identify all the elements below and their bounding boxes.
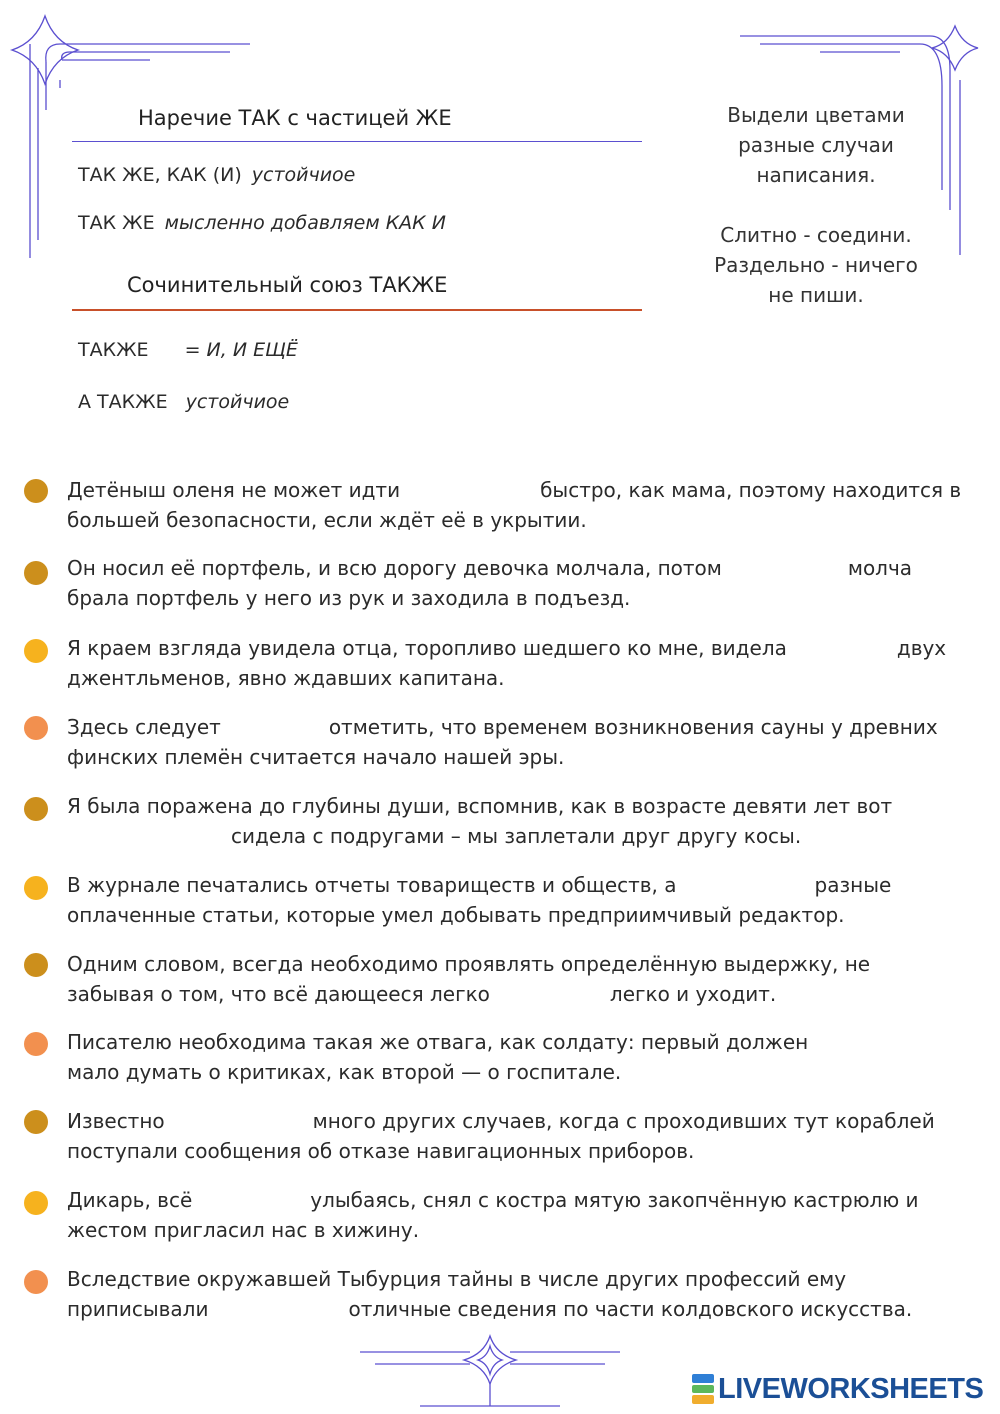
heading-takzhe: Сочинительный союз ТАКЖЕ xyxy=(127,273,448,297)
answer-blank[interactable] xyxy=(490,983,610,1009)
color-dot[interactable] xyxy=(24,876,48,900)
instruction-line: разные случаи xyxy=(738,133,894,157)
answer-blank[interactable] xyxy=(677,874,815,900)
heading-underline-orange xyxy=(72,309,642,311)
rule-note: устойчиое xyxy=(251,164,356,186)
color-dot[interactable] xyxy=(24,953,48,977)
answer-blank[interactable] xyxy=(165,1110,313,1136)
color-dot[interactable] xyxy=(24,1110,48,1134)
heading-tak-zhe: Наречие ТАК с частицей ЖЕ xyxy=(138,106,452,130)
answer-blank[interactable] xyxy=(787,637,897,663)
rule-takzhe xyxy=(78,339,298,361)
answer-blank[interactable] xyxy=(400,479,540,505)
color-dot[interactable] xyxy=(24,716,48,740)
rule-term: ТАК ЖЕ xyxy=(78,212,155,234)
rule-term: ТАК ЖЕ, КАК (И) xyxy=(78,164,242,186)
color-dot[interactable] xyxy=(24,1032,48,1056)
color-dot[interactable] xyxy=(24,1191,48,1215)
rule-note: устойчиое xyxy=(185,391,290,413)
rule-note: = И, И ЕЩЁ xyxy=(184,339,298,361)
top-right-star-icon xyxy=(932,26,978,70)
bottom-ornament xyxy=(360,1336,620,1406)
color-dot[interactable] xyxy=(24,561,48,585)
answer-blank[interactable] xyxy=(221,716,329,742)
answer-blank[interactable] xyxy=(722,557,848,583)
instruction-line: написания. xyxy=(756,163,876,187)
rule-note: мысленно добавляем КАК И xyxy=(164,212,446,234)
instruction-line: Раздельно - ничего xyxy=(714,253,918,277)
liveworksheets-logo-icon xyxy=(692,1374,714,1404)
liveworksheets-logo[interactable] xyxy=(692,1372,983,1406)
color-dot[interactable] xyxy=(24,1270,48,1294)
color-dot[interactable] xyxy=(24,479,48,503)
rule-term: А ТАКЖЕ xyxy=(78,391,168,413)
rule-a-takzhe xyxy=(78,391,289,413)
instruction-line: Слитно - соедини. xyxy=(720,223,912,247)
heading-underline-purple xyxy=(72,141,642,142)
answer-blank[interactable] xyxy=(67,825,231,851)
bottom-star-icon xyxy=(464,1336,516,1384)
answer-blank[interactable] xyxy=(208,1298,348,1324)
rule-tak-zhe-kak xyxy=(78,164,355,186)
instruction-line: Выдели цветами xyxy=(727,103,905,127)
rule-term: ТАКЖЕ xyxy=(78,339,149,361)
answer-blank[interactable] xyxy=(192,1189,310,1215)
color-dot[interactable] xyxy=(24,797,48,821)
logo-text: LIVEWORKSHEETS xyxy=(718,1372,984,1405)
top-left-star-icon xyxy=(12,16,78,84)
answer-blank[interactable] xyxy=(808,1031,918,1057)
rule-tak-zhe xyxy=(78,212,446,234)
color-dot[interactable] xyxy=(24,639,48,663)
instruction-line: не пиши. xyxy=(768,283,864,307)
instructions xyxy=(700,100,932,310)
